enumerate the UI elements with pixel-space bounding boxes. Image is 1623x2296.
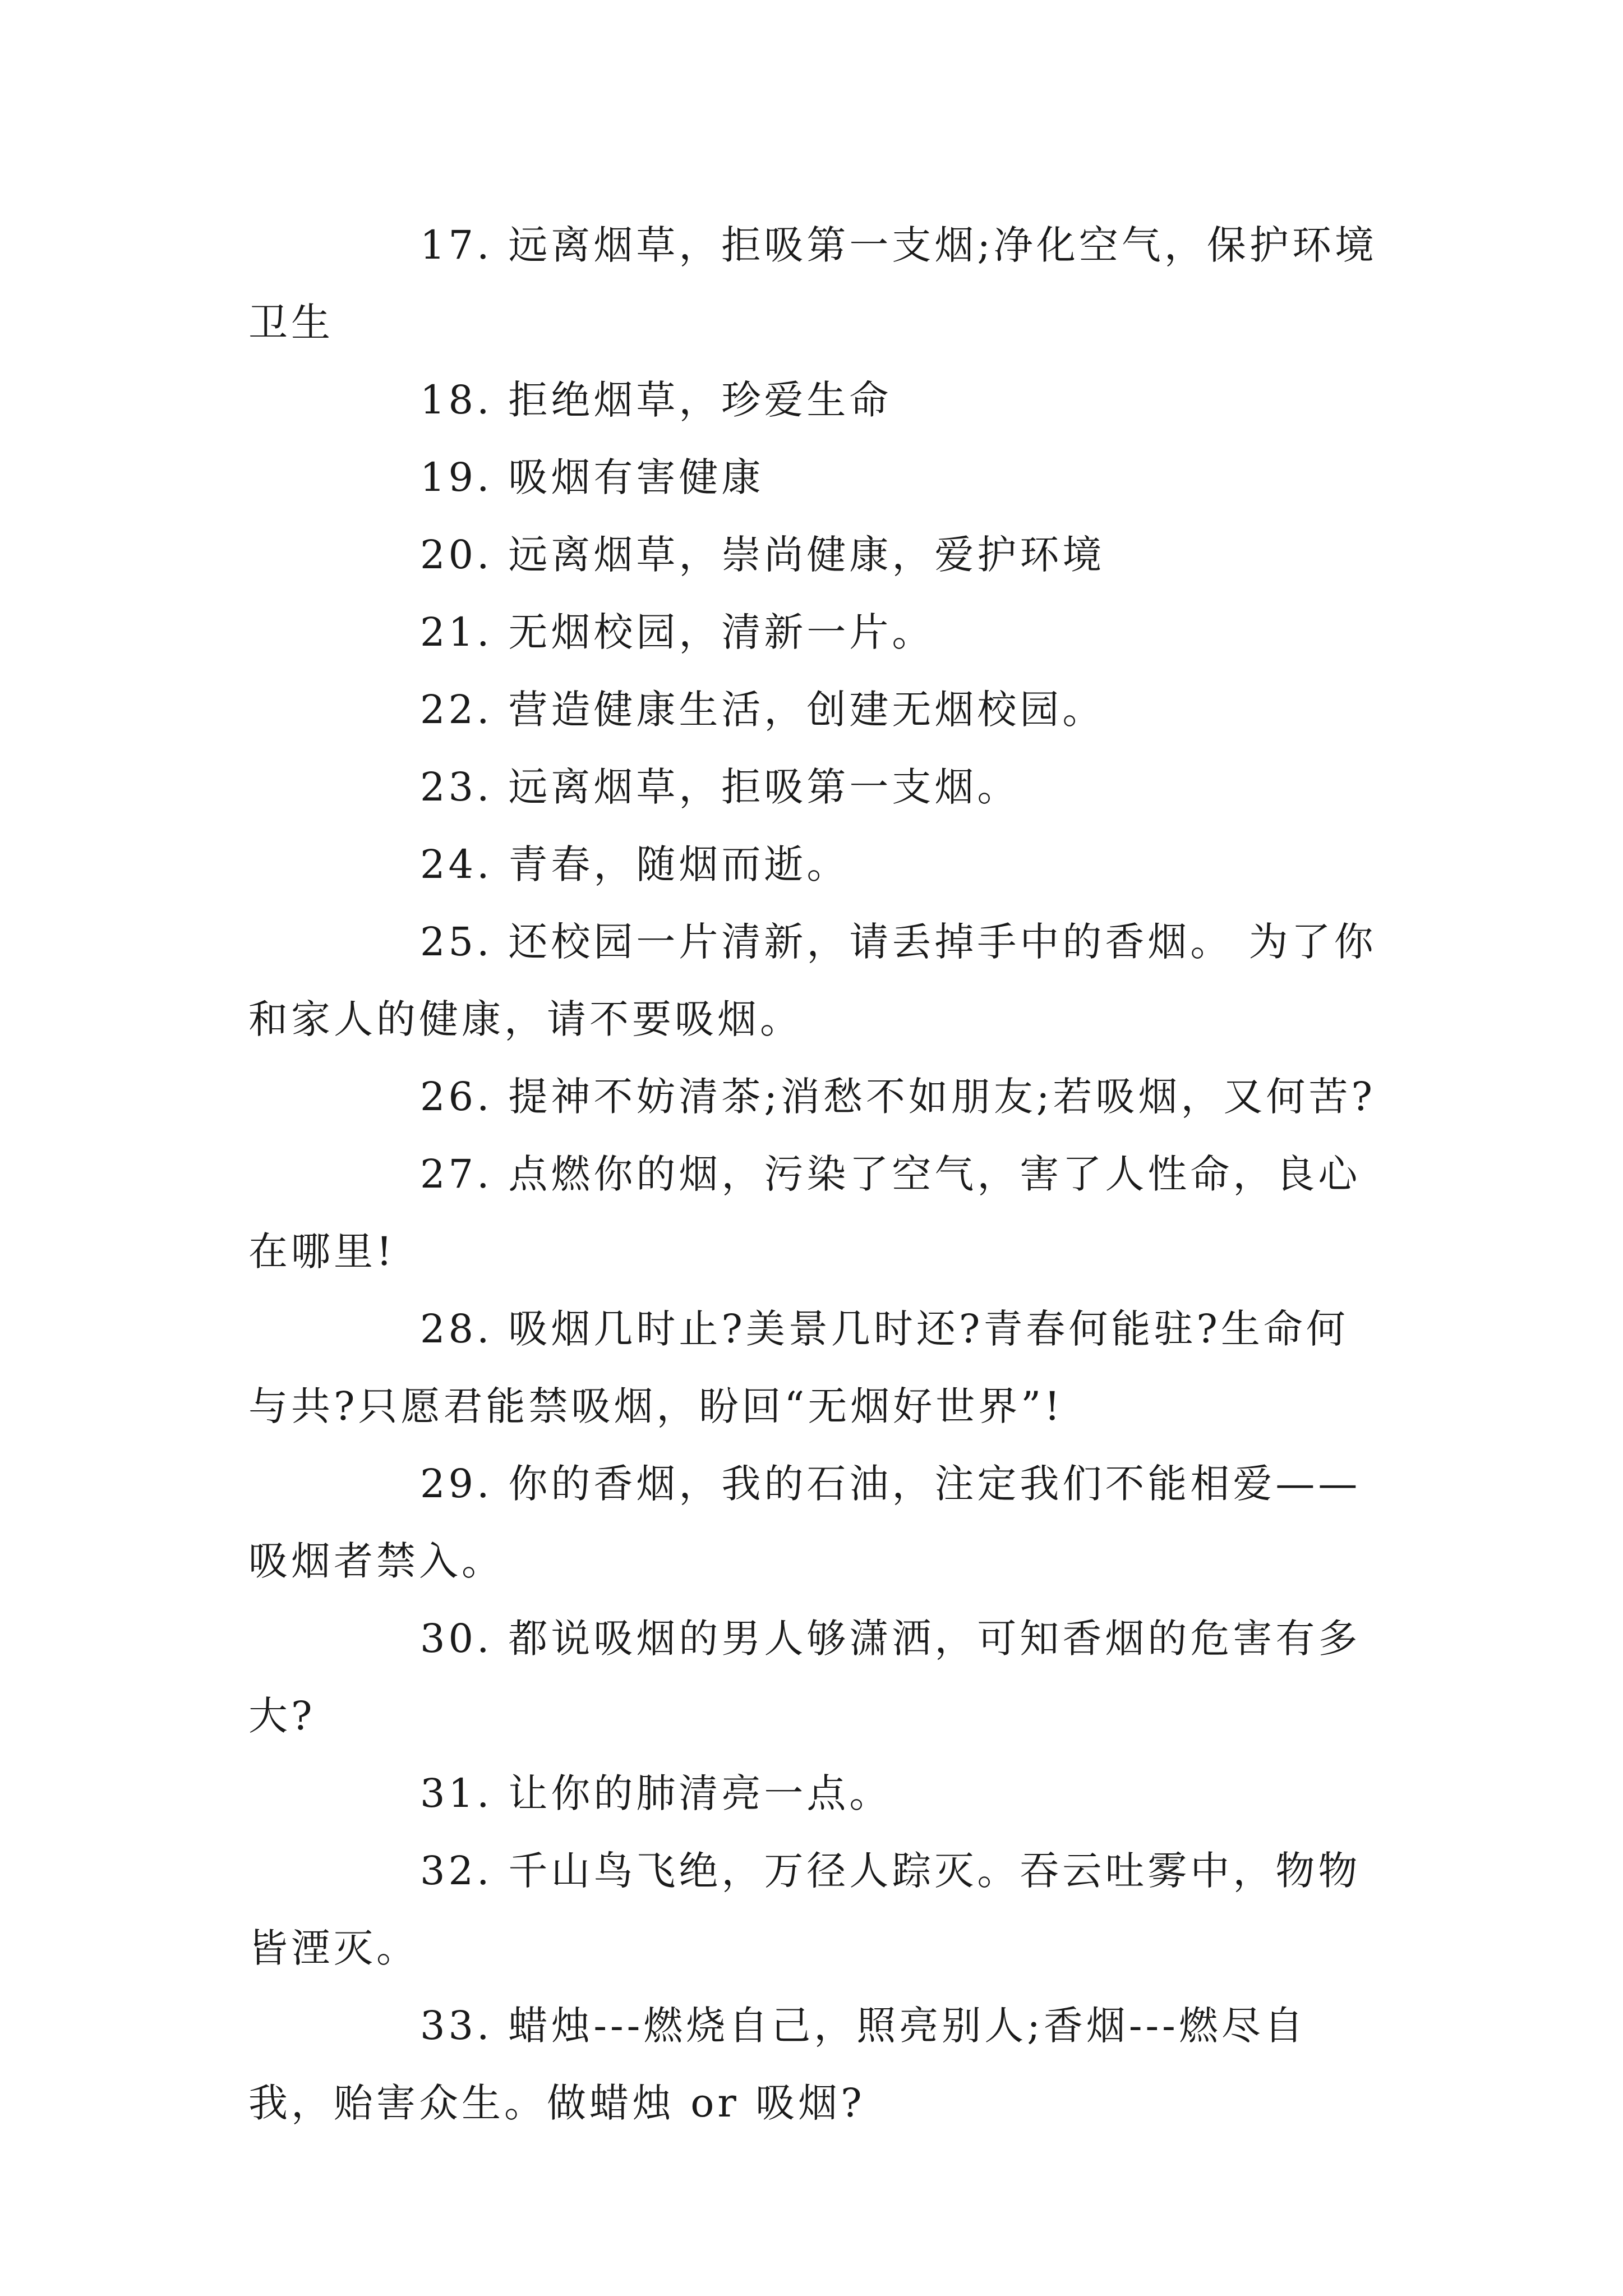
- list-item: [248, 826, 1387, 903]
- item-text: 青春，随烟而逝。: [508, 841, 850, 887]
- item-text: 无烟校园，清新一片。: [508, 609, 935, 655]
- item-text: 营造健康生活，创建无烟校园。: [508, 687, 1105, 733]
- list-item: [248, 361, 1387, 439]
- item-text: 让你的肺清亮一点。: [508, 1770, 892, 1816]
- item-text: 吸烟有害健康: [508, 454, 764, 500]
- list-item: [248, 748, 1387, 826]
- item-number: 19.: [420, 454, 493, 500]
- item-number: 21.: [420, 609, 493, 655]
- item-number: 17.: [420, 222, 493, 268]
- item-number: 28.: [420, 1306, 493, 1352]
- list-item: [248, 516, 1387, 593]
- item-number: 32.: [420, 1848, 493, 1894]
- item-number: 20.: [420, 532, 493, 578]
- list-item: [248, 671, 1387, 748]
- list-item: [248, 1600, 1387, 1755]
- list-item: [248, 439, 1387, 516]
- list-item: [248, 1058, 1387, 1135]
- item-text: 吸烟几时止?美景几时还?青春何能驻?生命何与共?只愿君能禁吸烟，盼回“无烟好世界”!: [248, 1306, 1349, 1429]
- item-text: 千山鸟飞绝，万径人踪灭。吞云吐雾中，物物皆湮灭。: [248, 1848, 1361, 1971]
- item-number: 30.: [420, 1616, 493, 1662]
- item-number: 29.: [420, 1461, 493, 1507]
- item-number: 31.: [420, 1770, 493, 1816]
- item-text: 远离烟草，拒吸第一支烟。: [508, 764, 1020, 810]
- item-text: 蜡烛---燃烧自己，照亮别人;香烟---燃尽自我，贻害众生。做蜡烛 or 吸烟?: [248, 2003, 1307, 2126]
- list-item: [248, 1290, 1387, 1445]
- item-text: 你的香烟，我的石油，注定我们不能相爱——吸烟者禁入。: [248, 1461, 1361, 1584]
- item-number: 22.: [420, 687, 493, 733]
- item-text: 远离烟草，崇尚健康，爱护环境: [508, 532, 1105, 578]
- list-item: [248, 206, 1387, 361]
- item-text: 远离烟草，拒吸第一支烟;净化空气，保护环境卫生: [248, 222, 1377, 346]
- slogan-list: [248, 206, 1387, 2142]
- item-text: 还校园一片清新，请丢掉手中的香烟。 为了你和家人的健康，请不要吸烟。: [248, 919, 1377, 1042]
- item-text: 点燃你的烟，污染了空气，害了人性命，良心在哪里!: [248, 1151, 1361, 1274]
- item-text: 都说吸烟的男人够潇洒，可知香烟的危害有多大?: [248, 1616, 1361, 1739]
- item-text: 提神不妨清茶;消愁不如朋友;若吸烟，又何苦?: [508, 1074, 1376, 1120]
- list-item: [248, 1832, 1387, 1987]
- list-item: [248, 1135, 1387, 1290]
- list-item: [248, 1755, 1387, 1832]
- item-text: 拒绝烟草，珍爱生命: [508, 377, 892, 423]
- list-item: [248, 593, 1387, 671]
- item-number: 23.: [420, 764, 493, 810]
- item-number: 18.: [420, 377, 493, 423]
- item-number: 26.: [420, 1074, 493, 1120]
- list-item: [248, 1445, 1387, 1600]
- item-number: 24.: [420, 841, 493, 887]
- list-item: [248, 1987, 1387, 2142]
- list-item: [248, 903, 1387, 1058]
- item-number: 27.: [420, 1151, 493, 1197]
- item-number: 25.: [420, 919, 493, 965]
- item-number: 33.: [420, 2003, 493, 2049]
